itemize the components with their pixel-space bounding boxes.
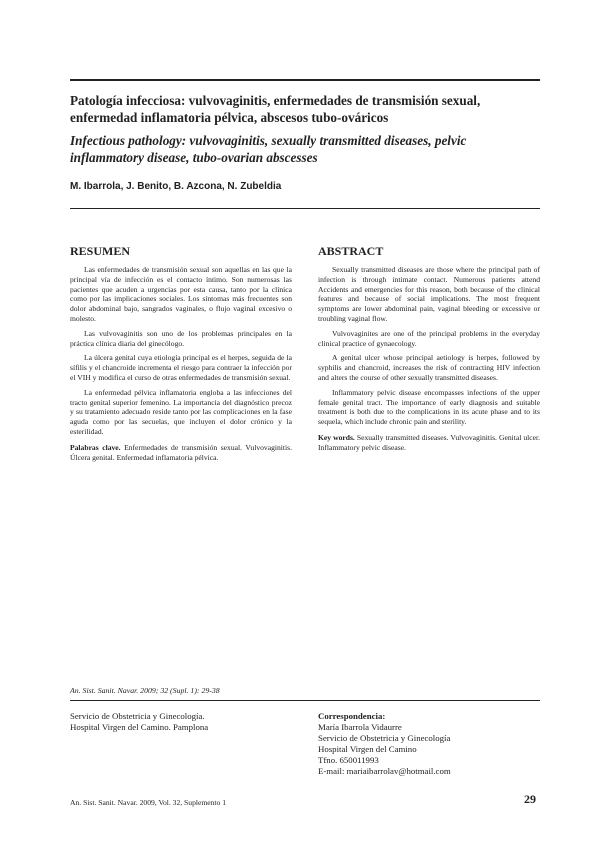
abstract-keywords-label: Key words. (318, 432, 355, 442)
correspondence-heading: Correspondencia: (318, 711, 386, 721)
affiliation (70, 711, 208, 733)
abstract-keywords (318, 433, 540, 453)
resumen-paragraph: La enfermedad pélvica inflamatoria engloba a las infecciones del tracto genital superior femenino. La importancia del diagnóstico precoz y su tratamiento adecuado reside tanto por las complicaciones en la fase aguda como por las secuelas, que incluyen el dolor crónico y la esterilidad. (70, 387, 292, 436)
affiliation-line-2: Hospital Virgen del Camino. Pamplona (70, 722, 209, 732)
correspondence-email: E-mail: mariaibarrolav@hotmail.com (318, 766, 451, 776)
resumen-paragraph: Las vulvovaginitis son uno de los problemas principales en la práctica clínica diaria del ginecólogo. (70, 328, 292, 348)
top-rule (70, 79, 540, 81)
authors: M. Ibarrola, J. Benito, B. Azcona, N. Zubeldia (70, 181, 282, 192)
resumen-keywords-text: Enfermedades de transmisión sexual. Vulvovaginitis. Úlcera genital. Enfermedad inflamatoria pélvica. (70, 442, 292, 462)
abstract-paragraph: Sexually transmitted diseases are those where the principal path of infection is through intimate contact. Numerous patients attend Accidents and emergencies for this reason, both because of the clinical features and because of social implications. The most frequent symptoms are lower abdominal pain, vaginal bleeding or excessive or troubling vaginal flow. (318, 265, 540, 323)
authors-rule (70, 208, 540, 209)
citation: An. Sist. Sanit. Navar. 2009; 32 (Supl. 1): 29-38 (70, 686, 220, 695)
title-english: Infectious pathology: vulvovaginitis, sexually transmitted diseases, pelvic inflammatory disease, tubo-ovarian abscesses (70, 133, 467, 165)
citation-rule (70, 700, 540, 701)
correspondence-hospital: Hospital Virgen del Camino (318, 744, 417, 754)
page-number: 29 (524, 792, 536, 806)
correspondence-name: María Ibarrola Vidaurre (318, 722, 402, 732)
abstract-column (318, 243, 540, 453)
resumen-keywords (70, 443, 292, 463)
abstract-keywords-text: Sexually transmitted diseases. Vulvovaginitis. Genital ulcer. Inflammatory pelvic disease. (318, 432, 540, 452)
resumen-column (70, 243, 292, 462)
affiliation-line-1: Servicio de Obstetricia y Ginecología. (70, 711, 205, 721)
resumen-paragraph: Las enfermedades de transmisión sexual son aquellas en las que la principal vía de infección es el contacto íntimo. Son numerosas las pacientes que acuden a urgencias por esta causa, tanto por la clínica como por las implicaciones sociales. Los síntomas más frecuentes son dolor abdominal bajo, sangrados vaginales, o flujo vaginal excesivo o molesto. (70, 265, 292, 323)
abstract-paragraph: Inflammatory pelvic disease encompasses infections of the upper female genital tract. The importance of early diagnosis and suitable treatment is both due to the complications in its acute phase and to its sequela, which include chronic pain and sterility. (318, 387, 540, 427)
abstract-paragraph: A genital ulcer whose principal aetiology is herpes, followed by syphilis and chancroid, increases the risk of contracting HIV infection and alters the course of other sexually transmitted diseases. (318, 353, 540, 382)
footer-journal: An. Sist. Sanit. Navar. 2009, Vol. 32, Suplemento 1 (70, 798, 227, 807)
correspondence (318, 711, 451, 777)
abstract-heading: ABSTRACT (318, 244, 384, 258)
resumen-heading: RESUMEN (70, 244, 131, 258)
resumen-keywords-label: Palabras clave. (70, 442, 121, 452)
correspondence-dept: Servicio de Obstetricia y Ginecología (318, 733, 451, 743)
title-spanish: Patología infecciosa: vulvovaginitis, enfermedades de transmisión sexual, enfermedad inflamatoria pélvica, abscesos tubo-ováricos (70, 93, 481, 125)
correspondence-phone: Tfno. 650011993 (318, 755, 379, 765)
abstract-paragraph: Vulvovaginites are one of the principal problems in the everyday clinical practice of gynaecology. (318, 328, 540, 348)
resumen-paragraph: La úlcera genital cuya etiología principal es el herpes, seguida de la sífilis y el chancroide incrementa el riesgo para contraer la infección por el VIH y modifica el curso de otras enfermedades de transmisión sexual. (70, 353, 292, 382)
